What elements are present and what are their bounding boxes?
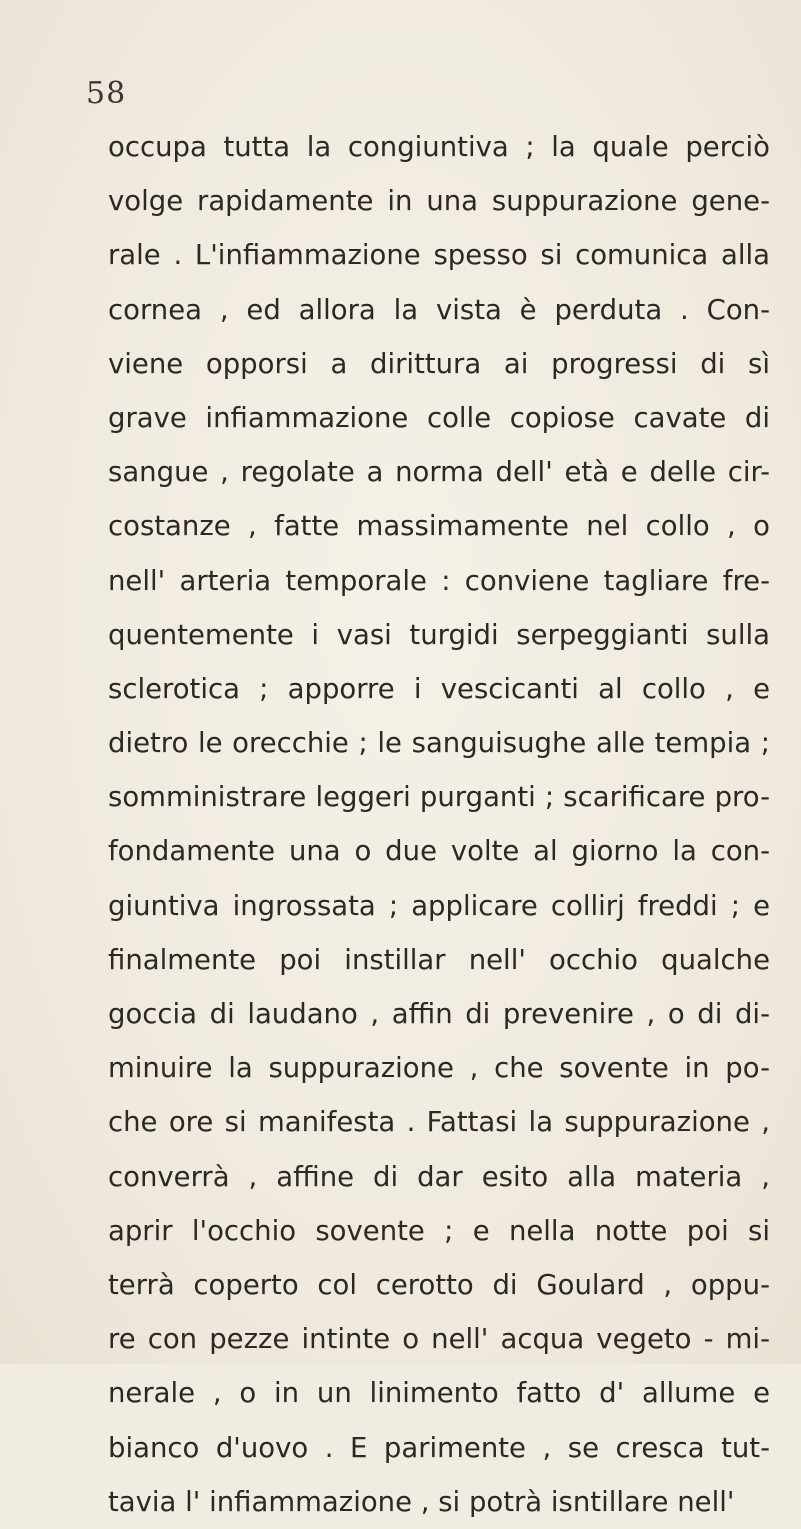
text-line: terrà coperto col cerotto di Goulard , oppu- — [108, 1268, 770, 1301]
text-line: viene opporsi a dirittura ai progressi di sì — [108, 347, 770, 380]
text-line: dietro le orecchie ; le sanguisughe alle tempia ; — [108, 727, 770, 760]
text-line: sangue , regolate a norma dell' età e delle cir- — [108, 456, 770, 489]
text-line: converrà , affine di dar esito alla materia , — [108, 1160, 770, 1193]
text-line: cornea , ed allora la vista è perduta . Con- — [108, 293, 770, 326]
text-line: grave infiammazione colle copiose cavate di — [108, 401, 770, 434]
text-line: finalmente poi instillar nell' occhio qualche — [108, 943, 770, 976]
text-line: che ore si manifesta . Fattasi la suppurazione , — [108, 1106, 770, 1139]
text-line: somministrare leggeri purganti ; scarificare pro- — [108, 781, 770, 814]
text-line: re con pezze intinte o nell' acqua vegeto - mi- — [108, 1323, 770, 1356]
text-line: fondamente una o due volte al giorno la con- — [108, 835, 770, 868]
text-line: costanze , fatte massimamente nel collo , o — [108, 510, 770, 543]
text-line: volge rapidamente in una suppurazione gene- — [108, 185, 770, 218]
text-line: nell' arteria temporale : conviene tagliare fre- — [108, 564, 770, 597]
text-line: occupa tutta la congiuntiva ; la quale perciò — [108, 131, 770, 163]
body-text — [108, 120, 770, 1529]
text-line: sclerotica ; apporre i vescicanti al collo , e — [108, 672, 770, 705]
text-line: giuntiva ingrossata ; applicare collirj freddi ; e — [108, 889, 770, 922]
text-line: goccia di laudano , affin di prevenire , o di di- — [108, 998, 770, 1030]
text-line: rale . L'infiammazione spesso si comunica alla — [108, 239, 770, 272]
text-line: quentemente i vasi turgidi serpeggianti sulla — [108, 618, 770, 651]
text-line: bianco d'uovo . E parimente , se cresca tut- — [108, 1431, 770, 1464]
page-number: 58 — [86, 76, 127, 111]
text-line: nerale , o in un linimento fatto d' allume e — [108, 1377, 770, 1410]
text-line: minuire la suppurazione , che sovente in po- — [108, 1052, 770, 1085]
text-line: aprir l'occhio sovente ; e nella notte poi si — [108, 1214, 770, 1247]
text-line: tavia l' infiammazione , si potrà isntillare nell' — [108, 1485, 735, 1518]
